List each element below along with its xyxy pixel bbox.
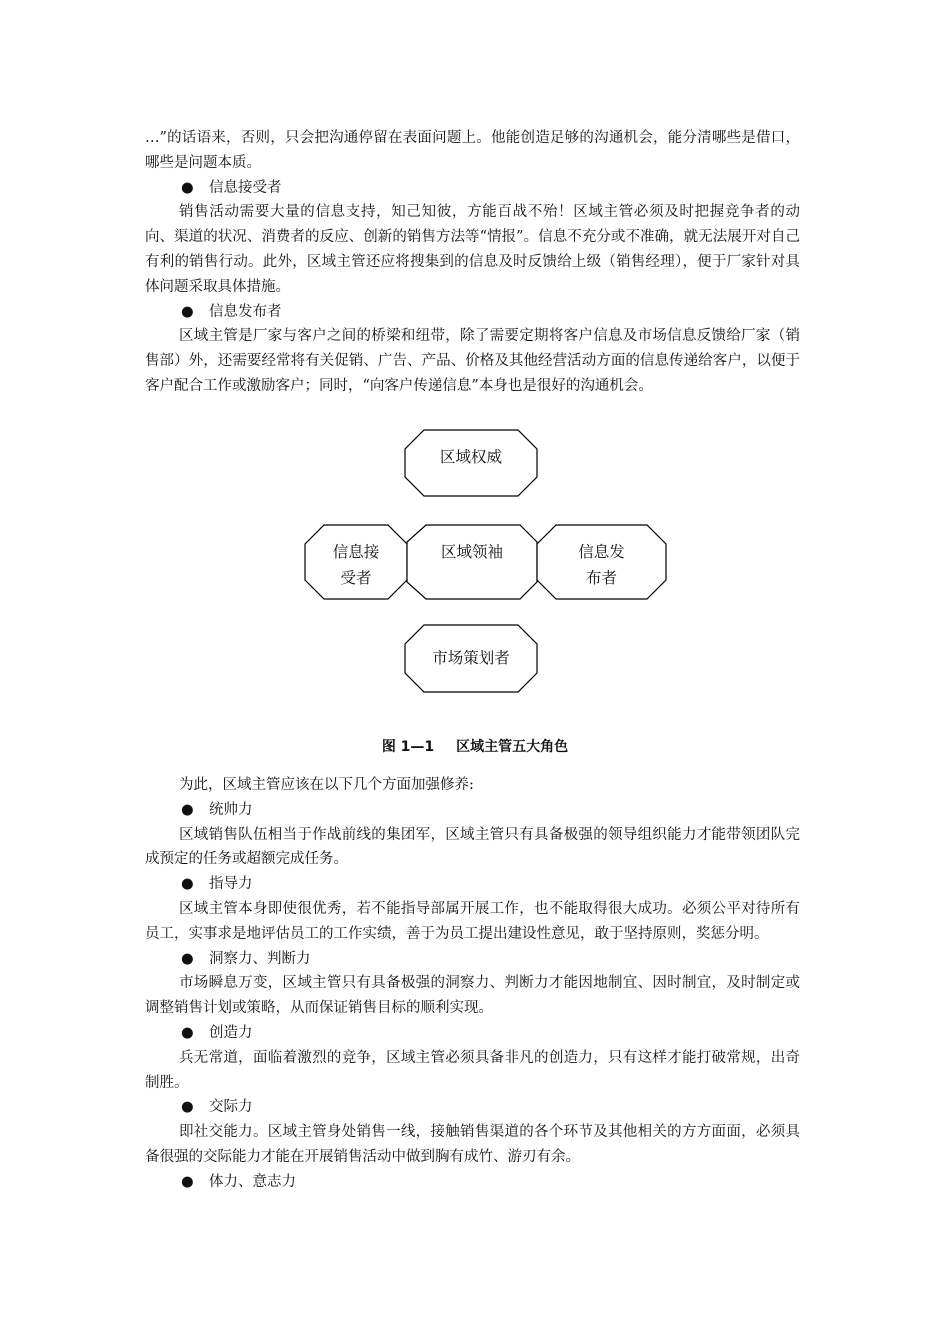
- bullet-dot: ●: [181, 801, 194, 818]
- paragraph-info-publisher: 区域主管是厂家与客户之间的桥梁和纽带，除了需要定期将客户信息及市场信息反馈给厂家（销售部）外，还需要经常将有关促销、广告、产品、价格及其他经营活动方面的信息传递给客户，以便于客户配合工作或激励客户；同时，“向客户传递信息”本身也是很好的沟通机会。: [145, 328, 800, 394]
- paragraph-intro: 为此，区域主管应该在以下几个方面加强修养:: [179, 777, 474, 793]
- node-label-info-publisher: 信息发 布者: [578, 543, 625, 587]
- bullet-heading-info-publisher: ● 信息发布者: [145, 300, 800, 325]
- bullet-heading-leadership: ● 统帅力: [145, 798, 800, 823]
- bullet-dot: ●: [181, 1024, 194, 1041]
- bullet-heading-info-receiver: ● 信息接受者: [145, 176, 800, 201]
- bullet-heading-insight: ● 洞察力、判断力: [145, 947, 800, 972]
- node-label-regional-leader: 区域领袖: [440, 543, 503, 561]
- bullet-heading-social: ● 交际力: [145, 1095, 800, 1120]
- bullet-dot: ●: [181, 1099, 194, 1116]
- node-label-market-planner: 市场策划者: [432, 649, 510, 667]
- node-label-regional-authority: 区域权威: [439, 448, 502, 466]
- text-section-bottom: [145, 773, 800, 1195]
- paragraph-guidance: 区域主管本身即使很优秀，若不能指导部属开展工作，也不能取得很大成功。必须公平对待所有员工，实事求是地评估员工的工作实绩，善于为员工提出建设性意见，敢于坚持原则，奖惩分明。: [145, 900, 800, 942]
- paragraph-info-receiver: 销售活动需要大量的信息支持，知己知彼，方能百战不殆！区域主管必须及时把握竞争者的动向、渠道的状况、消费者的反应、创新的销售方法等“情报”。信息不充分或不准确，就无法展开对自己有利的销售行动。此外，区域主管还应将搜集到的信息及时反馈给上级（销售经理），便于厂家针对具体问题采取具体措施。: [145, 204, 800, 295]
- node-label-info-receiver: 信息接 受者: [332, 543, 380, 587]
- roles-diagram: [300, 425, 670, 700]
- bullet-heading-guidance: ● 指导力: [145, 872, 800, 897]
- bullet-dot: ●: [181, 303, 194, 320]
- figure-number: 图 1—1: [381, 739, 435, 755]
- figure-title: 区域主管五大角色: [456, 739, 569, 755]
- bullet-dot: ●: [181, 950, 194, 967]
- paragraph-insight: 市场瞬息万变，区域主管只有具备极强的洞察力、判断力才能因地制宜、因时制宜，及时制定或调整销售计划或策略，从而保证销售目标的顺利实现。: [145, 975, 800, 1017]
- paragraph-continuation: …”的话语来，否则，只会把沟通停留在表面问题上。他能创造足够的沟通机会，能分清哪些是借口，哪些是问题本质。: [145, 130, 800, 171]
- paragraph-creativity: 兵无常道，面临着激烈的竞争，区域主管必须具备非凡的创造力，只有这样才能打破常规，出奇制胜。: [145, 1049, 800, 1091]
- figure-caption: [0, 736, 950, 756]
- bullet-heading-creativity: ● 创造力: [145, 1021, 800, 1046]
- paragraph-leadership: 区域销售队伍相当于作战前线的集团军，区域主管只有具备极强的领导组织能力才能带领团队完成预定的任务或超额完成任务。: [145, 826, 800, 868]
- bullet-dot: ●: [181, 1173, 194, 1190]
- bullet-dot: ●: [181, 876, 194, 893]
- paragraph-social: 即社交能力。区域主管身处销售一线，接触销售渠道的各个环节及其他相关的方方面面，必须具备很强的交际能力才能在开展销售活动中做到胸有成竹、游刃有余。: [145, 1124, 800, 1165]
- bullet-dot: ●: [181, 179, 194, 196]
- text-section-top: [145, 126, 800, 399]
- bullet-heading-stamina: ● 体力、意志力: [145, 1170, 800, 1195]
